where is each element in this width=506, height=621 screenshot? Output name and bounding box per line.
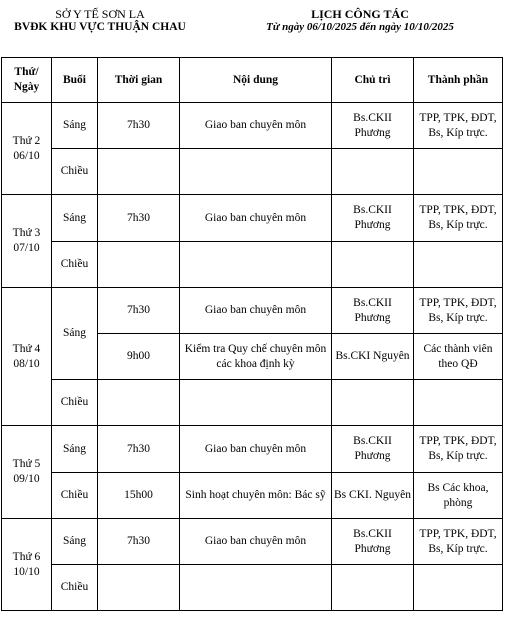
doc-subtitle: Từ ngày 06/10/2025 đến ngày 10/10/2025 [266,21,454,33]
content-cell: Giao ban chuyên môn [180,288,332,334]
col-header-time: Thời gian [98,58,180,103]
session-cell: Chiều [52,242,98,288]
col-header-content: Nội dung [180,58,332,103]
table-row [2,565,503,611]
table-row [2,426,503,473]
members-cell: Bs Các khoa, phòng [414,473,503,519]
org-line-1: SỞ Y TẾ SƠN LA [55,7,145,21]
members-cell [414,242,503,288]
content-cell: Kiểm tra Quy chế chuyên môn các khoa định kỳ [180,334,332,380]
members-cell: TPP, TPK, ĐDT, Bs, Kíp trực. [414,103,503,149]
chair-cell: Bs.CKI Nguyên [332,334,414,380]
content-cell: Sinh hoạt chuyên môn: Bác sỹ [180,473,332,519]
session-cell: Sáng [52,195,98,242]
chair-cell: Bs.CKII Phương [332,103,414,149]
table-row [2,149,503,195]
header-row [2,58,503,103]
content-cell: Giao ban chuyên môn [180,426,332,473]
schedule-table [1,57,503,611]
org-line-2: BVĐK KHU VỰC THUẬN CHAU [14,21,186,33]
content-cell: Giao ban chuyên môn [180,103,332,149]
members-cell [414,565,503,611]
session-cell: Sáng [52,519,98,565]
chair-cell [332,565,414,611]
time-cell: 15h00 [98,473,180,519]
day-cell: Thứ 6 10/10 [2,519,52,611]
content-cell [180,380,332,426]
table-row [2,519,503,565]
table-row [2,288,503,334]
chair-cell: Bs.CKII Phương [332,426,414,473]
table-row [2,242,503,288]
col-header-members: Thành phần [414,58,503,103]
doc-title: LỊCH CÔNG TÁC [311,7,409,21]
col-header-day: Thứ/ Ngày [2,58,52,103]
time-cell: 7h30 [98,288,180,334]
time-cell: 9h00 [98,334,180,380]
table-row [2,103,503,149]
time-cell: 7h30 [98,195,180,242]
chair-cell [332,380,414,426]
chair-cell: Bs.CKII Phương [332,288,414,334]
col-header-chair: Chủ trì [332,58,414,103]
day-cell: Thứ 4 08/10 [2,288,52,426]
table-row [2,195,503,242]
time-cell: 7h30 [98,426,180,473]
session-cell: Chiều [52,149,98,195]
members-cell: TPP, TPK, ĐDT, Bs, Kíp trực. [414,195,503,242]
table-row [2,473,503,519]
time-cell: 7h30 [98,519,180,565]
chair-cell: Bs CKI. Nguyên [332,473,414,519]
chair-cell [332,149,414,195]
content-cell [180,149,332,195]
session-cell: Chiều [52,565,98,611]
members-cell [414,149,503,195]
session-cell: Sáng [52,426,98,473]
session-cell: Sáng [52,288,98,380]
chair-cell: Bs.CKII Phương [332,195,414,242]
content-cell: Giao ban chuyên môn [180,519,332,565]
day-cell: Thứ 2 06/10 [2,103,52,195]
chair-cell [332,242,414,288]
time-cell [98,242,180,288]
members-cell: TPP, TPK, ĐDT, Bs, Kíp trực. [414,288,503,334]
table-row [2,380,503,426]
content-cell [180,242,332,288]
time-cell: 7h30 [98,103,180,149]
day-cell: Thứ 3 07/10 [2,195,52,288]
time-cell [98,149,180,195]
content-cell: Giao ban chuyên môn [180,195,332,242]
session-cell: Chiều [52,473,98,519]
time-cell [98,380,180,426]
members-cell [414,380,503,426]
session-cell: Chiều [52,380,98,426]
time-cell [98,565,180,611]
members-cell: TPP, TPK, ĐDT, Bs, Kíp trực. [414,519,503,565]
document-header [0,0,506,56]
session-cell: Sáng [52,103,98,149]
content-cell [180,565,332,611]
members-cell: TPP, TPK, ĐDT, Bs, Kíp trực. [414,426,503,473]
chair-cell: Bs.CKII Phương [332,519,414,565]
day-cell: Thứ 5 09/10 [2,426,52,519]
members-cell: Các thành viên theo QĐ [414,334,503,380]
col-header-session: Buổi [52,58,98,103]
